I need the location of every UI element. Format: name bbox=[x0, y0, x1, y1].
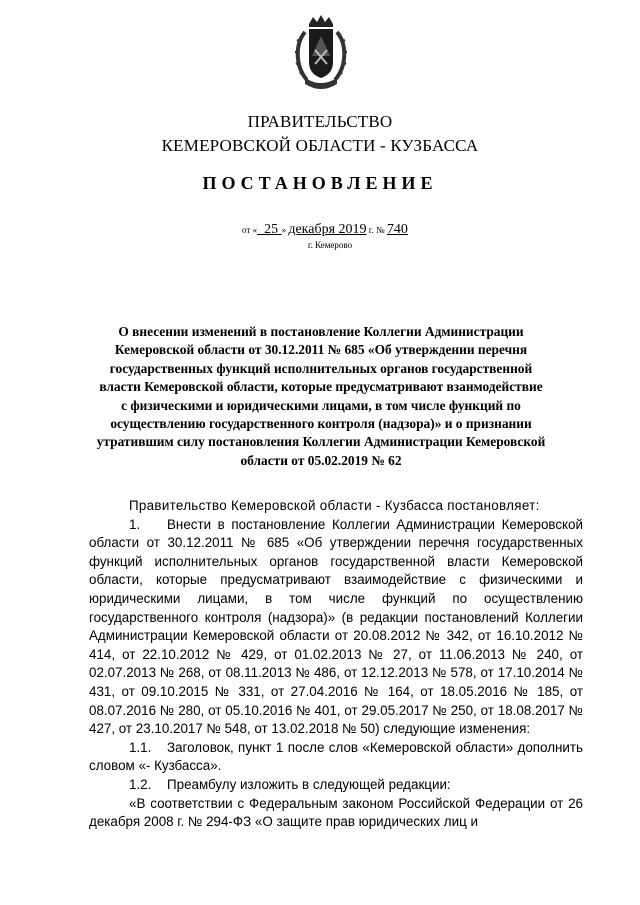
date-month-year: декабря 2019 bbox=[288, 222, 367, 237]
document-type-title: ПОСТАНОВЛЕНИЕ bbox=[202, 173, 438, 193]
organization-name-line2: КЕМЕРОВСКОЙ ОБЛАСТИ - КУЗБАССА bbox=[161, 136, 479, 155]
document-body bbox=[89, 497, 583, 832]
document-number: 740 bbox=[386, 222, 408, 237]
item-1-1 bbox=[89, 739, 583, 776]
item-1-2-number: 1.2. bbox=[129, 776, 152, 792]
date-day-close: » bbox=[281, 225, 287, 235]
item-1-number: 1. bbox=[129, 516, 141, 532]
item-1 bbox=[89, 516, 583, 739]
body-intro: Правительство Кемеровской области - Кузбасса постановляет: bbox=[129, 498, 540, 513]
document-subject: О внесении изменений в постановление Коллегии Администрации Кемеровской области от 30.12.2011 № 685 «Об утверждении перечня государственных функций исполнительных органов государственной власти Кемеровской области, которые предусматривают взаимодействие с физическими и юридическими лицами, в том числе функций по осуществлению государственного контроля (надзора)» и о признании утратившим силу постановления Коллегии Администрации Кемеровской области от 05.02.2019 № 62 bbox=[96, 324, 546, 468]
preamble-quote: «В соответствии с Федеральным законом Российской Федерации от 26 декабря 2008 г. № 294-ФЗ «О защите прав юридических лиц и bbox=[89, 795, 583, 830]
item-1-text: Внести в постановление Коллегии Администрации Кемеровской области от 30.12.2011 № 685 «Об утверждении перечня государственных функций исполнительных органов государственной власти Кемеровской области, которые предусматривают взаимодействие с физическими и юридическими лицами, в том числе функций по осуществлению государственного контроля (надзора)» (в редакции постановлений Коллегии Администрации Кемеровской области от 20.08.2012 № 342, от 16.10.2012 № 414, от 22.10.2012 № 429, от 01.02.2013 № 27, от 11.06.2013 № 240, от 02.07.2013 № 268, от 08.11.2013 № 486, от 12.12.2013 № 578, от 17.10.2014 № 431, от 09.10.2015 № 331, от 27.04.2016 № 164, от 18.05.2016 № 185, от 08.07.2016 № 280, от 05.10.2016 № 401, от 29.05.2017 № 250, от 18.08.2017 № 427, от 23.10.2017 № 548, от 13.02.2018 № 50) следующие изменения: bbox=[89, 516, 583, 737]
item-1-2-text: Преамбулу изложить в следующей редакции: bbox=[167, 776, 451, 792]
date-day: 25 bbox=[264, 222, 279, 237]
coat-of-arms-emblem bbox=[293, 14, 349, 94]
document-date-line bbox=[242, 222, 408, 238]
item-1-2 bbox=[89, 776, 583, 795]
date-year-suffix: г. bbox=[368, 225, 374, 235]
item-1-1-text: Заголовок, пункт 1 после слов «Кемеровской области» дополнить словом «- Кузбасса». bbox=[89, 739, 583, 774]
organization-name-line1: ПРАВИТЕЛЬСТВО bbox=[247, 112, 393, 131]
city-label: г. Кемерово bbox=[307, 240, 353, 250]
item-1-1-number: 1.1. bbox=[129, 739, 152, 755]
number-prefix: № bbox=[375, 225, 385, 235]
date-prefix: от « bbox=[242, 225, 258, 235]
